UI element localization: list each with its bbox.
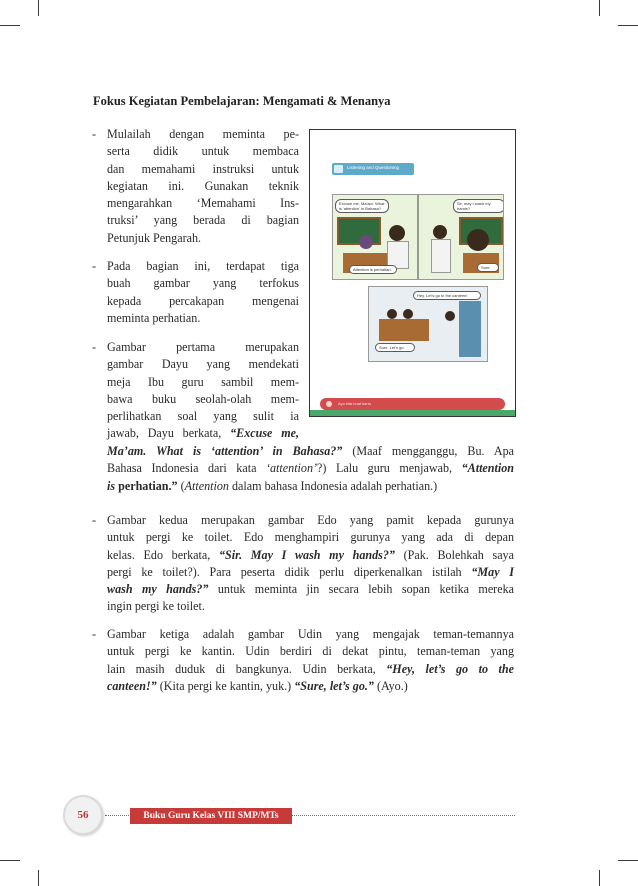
quote-english: “Hey, let’s go to the [386, 661, 514, 676]
student-desks [379, 319, 429, 341]
text-span: dalam bahasa Indonesia adalah perhatian.) [228, 478, 438, 493]
quote-english: is [107, 478, 116, 493]
listening-icon [334, 165, 343, 173]
text-line: Petunjuk Pengarah. [107, 230, 202, 245]
text-span: pergi ke toilet?). Para peserta didik perlu diperkenalkan istilah [107, 564, 472, 579]
bullet-dash: - [92, 627, 97, 641]
quote-english: wash my hands?” [107, 582, 209, 597]
text-span: Bahasa Indonesia dari kata [107, 461, 266, 476]
text-line [107, 425, 299, 442]
student-figure [403, 309, 413, 319]
speech-bubble: Sure, Let's go. [375, 343, 415, 352]
crop-mark [618, 860, 638, 861]
text-line: ingin pergi ke toilet. [107, 599, 205, 614]
text-line: Pada bagian ini, terdapat tiga [107, 259, 299, 273]
text-line [107, 547, 514, 564]
section-heading: Fokus Kegiatan Pembelajaran: Mengamati & Menanya [93, 94, 391, 108]
crop-mark [0, 25, 20, 26]
text-line: Mulailah dengan meminta pe- [107, 127, 299, 141]
text-line: untuk pergi ke kantin. Udin berdiri di dekat pintu, teman-teman yang [107, 644, 514, 659]
student-figure [389, 225, 405, 241]
teacher-figure [359, 235, 373, 249]
text-line: kepada percakapan mengenai [107, 293, 299, 308]
text-span: jawab, Dayu berkata, [107, 426, 231, 441]
text-span: (Ayo.) [373, 678, 408, 693]
crop-mark [618, 25, 638, 26]
text-line: Gambar ketiga adalah gambar Udin yang mengajak teman-temannya [107, 627, 514, 641]
text-span: (Pak. Bolehkah saya [394, 547, 514, 562]
text-line [107, 564, 514, 581]
text-span: untuk meminta jin secara lebih sopan ketika mereka [208, 582, 514, 597]
text-line: Gambar pertama merupakan [107, 340, 299, 354]
footer-book-title: Buku Guru Kelas VIII SMP/MTs [130, 808, 292, 824]
figure-bottom-strip [310, 410, 515, 416]
text-line [107, 661, 514, 678]
text-span: (Maaf mengganggu, Bu. Apa [342, 444, 514, 458]
speech-bubble: Hey, Let's go to the canteen! [413, 291, 481, 300]
text-line: perlihatkan soal yang sulit ia [107, 409, 299, 424]
text-span: ( [177, 478, 185, 493]
text-line: mengarahkan ‘Memahami Ins- [107, 196, 299, 211]
quote-translation: perhatian.” [115, 478, 178, 493]
bullet-dash: - [92, 513, 97, 527]
text-line: serta didik untuk membaca [107, 144, 299, 159]
speech-bubble: Excuse me, Ma'am. What is 'attention' in Bahasa? [335, 199, 389, 213]
page-number-badge [63, 795, 103, 835]
figure-tab [332, 163, 414, 175]
scene-classroom-3 [368, 286, 488, 362]
text-line [107, 478, 514, 495]
bullet-dash: - [92, 259, 97, 273]
quote-english: “Sure, let’s go.” [294, 678, 374, 693]
page-number: 56 [77, 809, 89, 821]
text-line: bawa buku seolah-olah mem- [107, 391, 299, 406]
crop-mark [0, 860, 20, 861]
bullet-paragraph [92, 126, 299, 247]
text-line: kegiatan ini. Gunakan teknik [107, 178, 299, 193]
text-span: ?) Lalu guru menjawab, [317, 461, 462, 476]
term-italic: Attention [184, 478, 229, 493]
text-line: truksi’ yang berada di bagian [107, 213, 299, 228]
bullet-paragraph-continued [107, 443, 514, 495]
student-figure [433, 225, 447, 239]
figure-tab-label: Listening and Questioning [347, 165, 400, 170]
bullet-paragraph [92, 258, 299, 327]
text-line [107, 581, 514, 598]
quote-english: “Excuse me, [230, 426, 299, 441]
text-line: untuk pergi ke toilet. Edo menghampiri gurunya yang ada di depan [107, 530, 514, 545]
text-span: (Kita pergi ke kantin, yuk.) [156, 678, 295, 693]
figure-instruction-bar [320, 398, 505, 410]
figure-bar-label: Ayo kita buat kartu [338, 401, 372, 406]
speech-bubble: Sure. [477, 263, 499, 272]
bullet-paragraph [92, 512, 514, 616]
crop-mark [599, 870, 600, 886]
illustration-figure [309, 129, 516, 417]
speech-bubble: Attention is perhatian. [349, 265, 397, 274]
bullet-paragraph [92, 626, 514, 695]
bullet-paragraph [92, 339, 299, 443]
student-body [431, 239, 451, 273]
quote-english: “Sir. May I wash my hands?” [218, 547, 395, 562]
bullet-dash: - [92, 127, 97, 141]
quote-english: “May I [471, 564, 514, 579]
text-line: buah gambar yang terfokus [107, 276, 299, 291]
text-line [107, 443, 514, 460]
text-span: lain masih duduk di bangkunya. Udin berkata, [107, 661, 387, 676]
text-line: meja Ibu guru sambil mem- [107, 374, 299, 389]
quote-english: Ma’am. What is ‘attention’ in Bahasa?” [107, 444, 343, 458]
scene-classroom-2 [418, 194, 504, 280]
text-span: kelas. Edo berkata, [107, 547, 219, 562]
text-line [107, 460, 514, 477]
term-italic: ‘attention’ [265, 461, 318, 476]
student-figure [445, 311, 455, 321]
text-line [107, 678, 514, 695]
text-line: meminta perhatian. [107, 310, 201, 325]
quote-english: canteen!” [107, 678, 157, 693]
crop-mark [599, 0, 600, 16]
student-figure [387, 309, 397, 319]
speech-bubble: Sir, may I wash my hands? [453, 199, 504, 213]
crop-mark [38, 870, 39, 886]
quote-english: “Attention [461, 461, 515, 476]
text-line: gambar Dayu yang mendekati [107, 357, 299, 372]
text-line: Gambar kedua merupakan gambar Edo yang pamit kepada gurunya [107, 513, 514, 527]
scene-classroom-1 [332, 194, 418, 280]
text-line: dan memahami instruksi untuk [107, 161, 299, 176]
bar-bullet-icon [326, 401, 332, 407]
teacher-figure [467, 229, 489, 251]
classroom-door [459, 301, 481, 357]
bullet-dash: - [92, 340, 97, 354]
crop-mark [38, 0, 39, 16]
